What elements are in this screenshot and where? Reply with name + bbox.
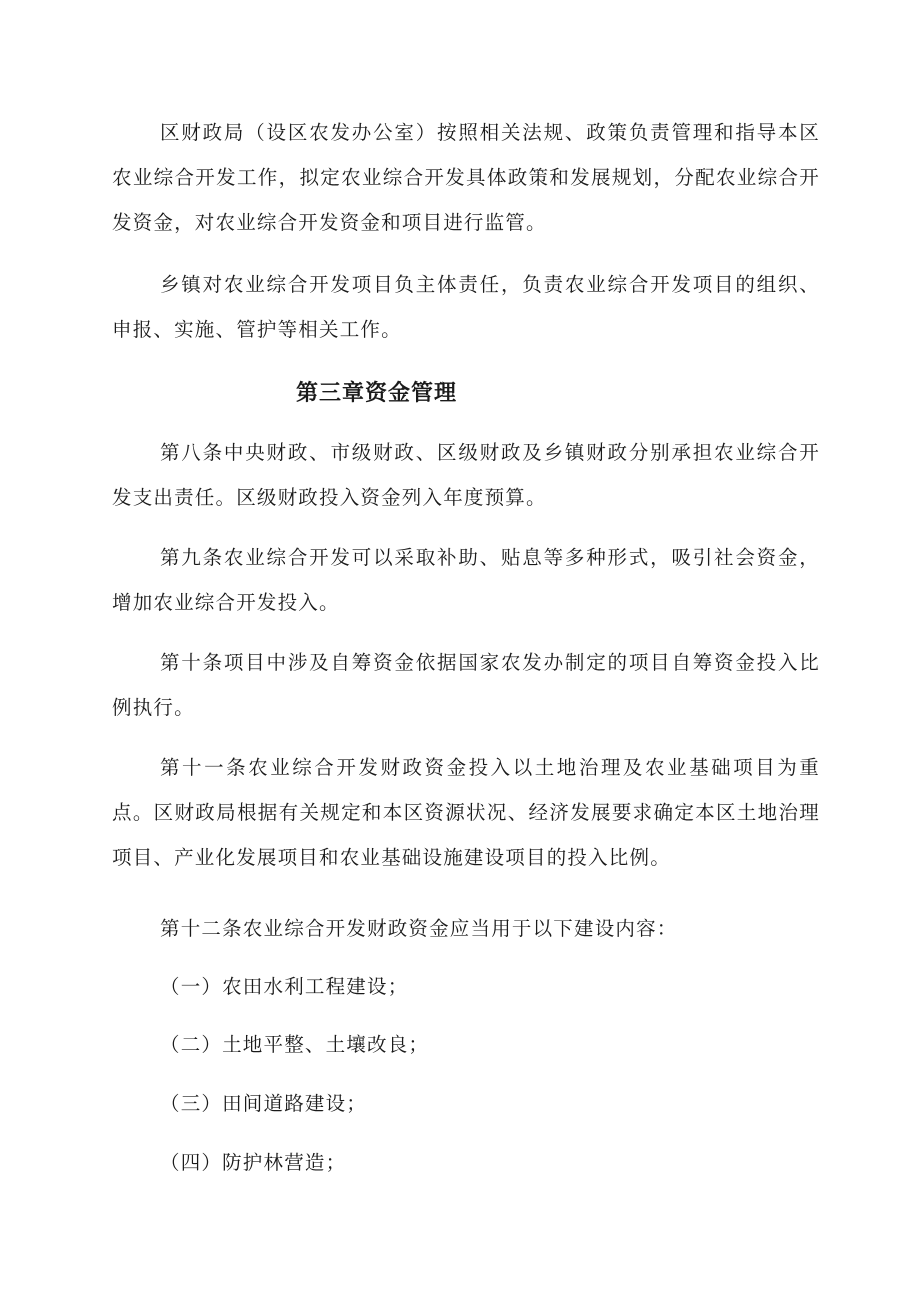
paragraph-finance-bureau: 区财政局（设区农发办公室）按照相关法规、政策负责管理和指导本区农业综合开发工作，拟定农业综合开发具体政策和发展规划，分配农业综合开发资金，对农业综合开发资金和项目进行监管。 [112, 121, 820, 234]
article-8: 第八条中央财政、市级财政、区级财政及乡镇财政分别承担农业综合开发支出责任。区级财政投入资金列入年度预算。 [112, 441, 820, 509]
article-9: 第九条农业综合开发可以采取补助、贴息等多种形式，吸引社会资金，增加农业综合开发投入。 [112, 546, 820, 614]
list-item-4: （四）防护林营造； [160, 1151, 347, 1174]
chapter-title: 第三章资金管理 [296, 380, 458, 406]
list-item-1: （一）农田水利工程建设； [160, 975, 409, 998]
article-12: 第十二条农业综合开发财政资金应当用于以下建设内容： [160, 917, 678, 940]
paragraph-township-responsibility: 乡镇对农业综合开发项目负主体责任，负责农业综合开发项目的组织、申报、实施、管护等相关工作。 [112, 273, 820, 341]
list-item-3: （三）田间道路建设； [160, 1092, 368, 1115]
article-11: 第十一条农业综合开发财政资金投入以土地治理及农业基础项目为重点。区财政局根据有关规定和本区资源状况、经济发展要求确定本区土地治理项目、产业化发展项目和农业基础设施建设项目的投入比例。 [112, 756, 820, 869]
list-item-2: （二）土地平整、土壤改良； [160, 1033, 430, 1056]
article-10: 第十条项目中涉及自筹资金依据国家农发办制定的项目自筹资金投入比例执行。 [112, 651, 820, 719]
